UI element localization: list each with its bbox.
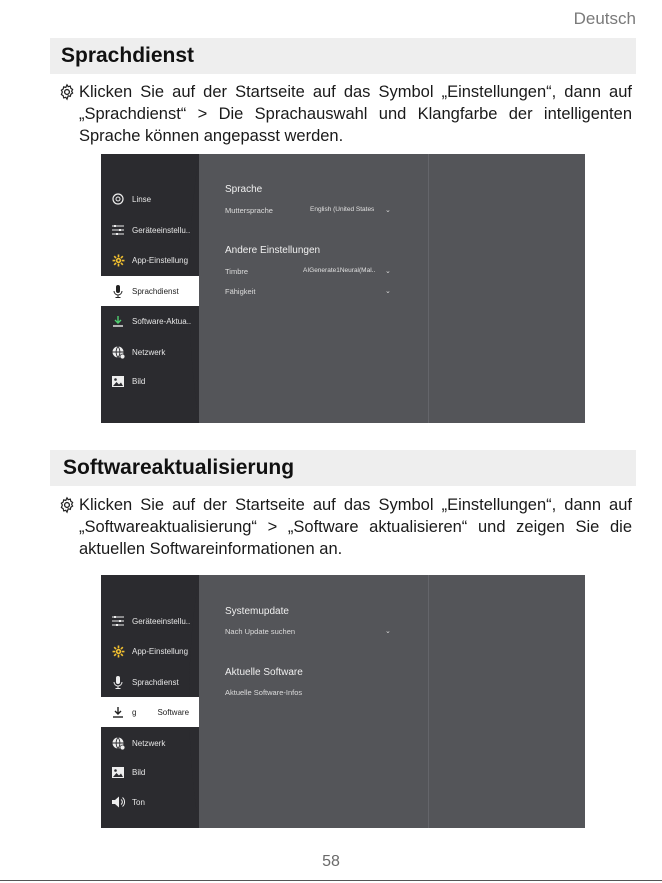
- sidebar-item-label: Sprachdienst: [132, 677, 179, 687]
- microphone-icon: [111, 675, 125, 689]
- row-label: Muttersprache: [225, 206, 273, 215]
- chevron-down-icon: ⌄: [385, 207, 391, 214]
- instruction-text: Klicken Sie auf der Startseite auf das Symbol „Einstellungen“, dann auf „Sprachdienst“ > Die Sprachauswahl und Klangfarbe der intelligenten Sprache können angepasst werden.: [79, 83, 632, 145]
- heading-sprache: Sprache: [225, 184, 263, 195]
- sidebar-item-geraeteeinstellungen[interactable]: [101, 215, 199, 245]
- instruction-text: Klicken Sie auf der Startseite auf das Symbol „Einstellungen“, dann auf „Softwareaktualisierung“ > „Software aktualisieren“ und zeigen Sie die aktuellen Softwareinformationen an.: [79, 496, 632, 558]
- sidebar-item-app-einstellung[interactable]: [101, 245, 199, 275]
- row-label: Timbre: [225, 267, 249, 276]
- chevron-down-icon: ⌄: [385, 268, 391, 275]
- faehigkeit-row[interactable]: [225, 287, 395, 296]
- section-title: Softwareaktualisierung: [63, 456, 295, 479]
- sidebar-item-netzwerk[interactable]: [101, 337, 199, 367]
- row-value: English (United States: [310, 206, 375, 213]
- image-icon: [111, 765, 125, 779]
- row-label: Aktuelle Software-Infos: [225, 688, 303, 697]
- aktuelle-software-infos-row[interactable]: [225, 688, 395, 697]
- settings-screenshot-sprachdienst: [101, 154, 585, 423]
- sliders-icon: [111, 614, 125, 628]
- nach-update-suchen-row[interactable]: [225, 627, 395, 636]
- settings-icon: [58, 83, 76, 101]
- sidebar-item-label: Bild: [132, 376, 146, 386]
- sidebar-item-sprachdienst[interactable]: [101, 667, 199, 697]
- sidebar-item-label: Software-Aktua..: [132, 316, 192, 326]
- sidebar-item-linse[interactable]: [101, 184, 199, 214]
- sidebar-item-label: Linse: [132, 194, 152, 204]
- sidebar-item-bild[interactable]: [101, 757, 199, 787]
- bottom-rule: [0, 880, 662, 881]
- row-label: Fähigkeit: [225, 287, 256, 296]
- globe-icon: [111, 345, 125, 359]
- sidebar-item-geraeteeinstellungen[interactable]: [101, 606, 199, 636]
- gear-icon: [111, 644, 125, 658]
- sidebar-item-ton[interactable]: [101, 787, 199, 817]
- sidebar-item-label: Netzwerk: [132, 738, 166, 748]
- image-icon: [111, 374, 125, 388]
- heading-andere-einstellungen: Andere Einstellungen: [225, 245, 321, 256]
- section-title: Sprachdienst: [61, 44, 195, 67]
- sidebar-item-label: Bild: [132, 767, 146, 777]
- sidebar-item-label: App-Einstellung: [132, 255, 189, 265]
- settings-screenshot-software: [101, 575, 585, 828]
- sidebar-item-software-aktualisierung[interactable]: [101, 306, 199, 336]
- sidebar-item-label: App-Einstellung: [132, 646, 189, 656]
- heading-aktuelle-software: Aktuelle Software: [225, 667, 303, 678]
- panel-divider: [428, 154, 429, 423]
- sidebar-item-label: g: [132, 707, 137, 717]
- gear-icon: [111, 253, 125, 267]
- row-value: AIGenerate1Neural(Mal..: [303, 267, 376, 274]
- settings-icon: [58, 496, 76, 514]
- sidebar-item-label: Sprachdienst: [132, 286, 179, 296]
- sidebar-item-bild[interactable]: [101, 366, 199, 396]
- chevron-down-icon: ⌄: [385, 628, 391, 635]
- sliders-icon: [111, 223, 125, 237]
- lens-icon: [111, 192, 125, 206]
- download-icon: [111, 705, 125, 719]
- globe-icon: [111, 736, 125, 750]
- sidebar-item-netzwerk[interactable]: [101, 728, 199, 758]
- heading-systemupdate: Systemupdate: [225, 606, 289, 617]
- instruction-paragraph: [58, 494, 632, 560]
- page-number: 58: [322, 853, 340, 870]
- section-header-softwareaktualisierung: [50, 450, 636, 486]
- muttersprache-row[interactable]: [225, 206, 395, 215]
- sidebar-item-app-einstellung[interactable]: [101, 636, 199, 666]
- row-label: Nach Update suchen: [225, 627, 296, 636]
- sidebar-item-label: Software: [157, 707, 190, 717]
- sidebar-item-sprachdienst[interactable]: [101, 276, 199, 306]
- chevron-down-icon: ⌄: [385, 288, 391, 295]
- sidebar-item-software[interactable]: [101, 697, 199, 727]
- panel-divider: [428, 575, 429, 828]
- sidebar-item-label: Netzwerk: [132, 347, 166, 357]
- speaker-icon: [111, 795, 125, 809]
- sidebar-item-label: Ton: [132, 797, 145, 807]
- instruction-paragraph: [58, 81, 632, 147]
- sidebar-item-label: Geräteeinstellu..: [132, 225, 191, 235]
- download-icon: [111, 314, 125, 328]
- language-label: Deutsch: [573, 9, 636, 28]
- sidebar-item-label: Geräteeinstellu..: [132, 616, 191, 626]
- section-header-sprachdienst: [50, 38, 636, 74]
- microphone-icon: [111, 284, 125, 298]
- timbre-row[interactable]: [225, 267, 395, 276]
